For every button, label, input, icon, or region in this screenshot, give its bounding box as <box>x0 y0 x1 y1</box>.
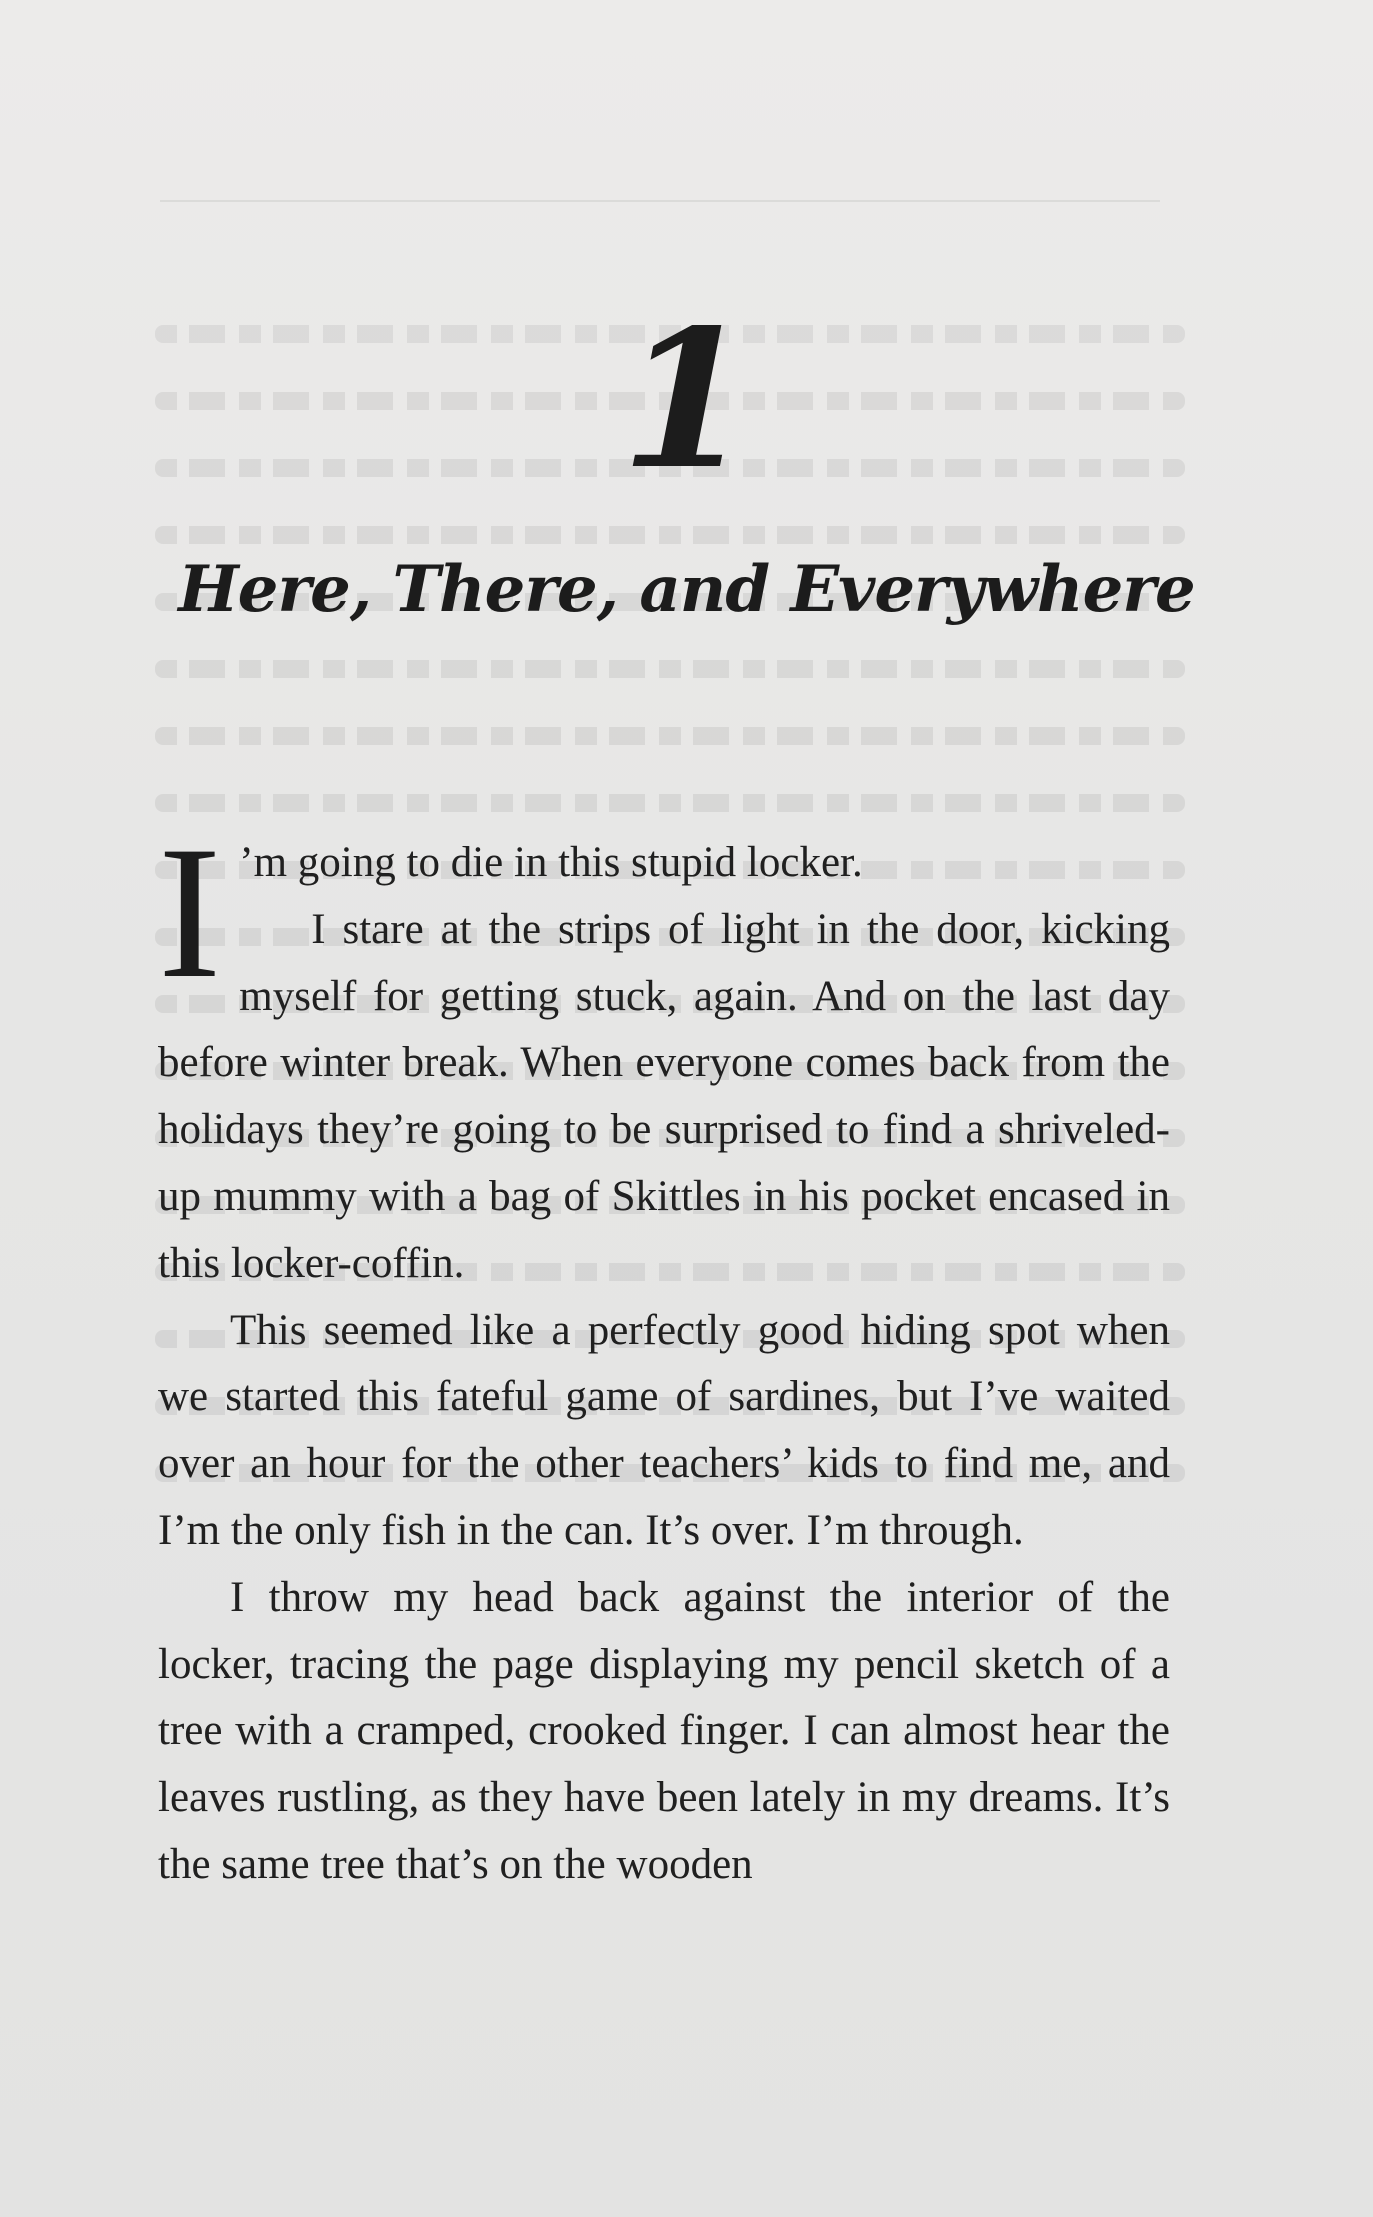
paragraph-4: I throw my head back against the interior of the locker, tracing the page displaying my pencil sketch of a tree with a cramped, crooked finger. I can almost hear the leaves rustling, as they have been lately in my dreams. It’s the same tree that’s on the wooden <box>158 1573 1170 1888</box>
paragraph-2: I stare at the strips of light in the door, kicking myself for getting stuck, again. And on the last day before winter break. When everyone comes back from the holidays they’re going to be surprised to find a shriveled-up mummy with a bag of Skittles in his pocket encased in this locker-coffin. <box>158 905 1170 1287</box>
paragraph-1 <box>158 808 1170 1018</box>
chapter-title: Here, There, and Everywhere <box>178 552 1195 627</box>
paragraph-3: This seemed like a perfectly good hiding spot when we started this fateful game of sardines, but I’ve waited over an hour for the other teachers’ kids to find me, and I’m the only fish in the can. It’s over. I’m through. <box>158 1306 1170 1554</box>
drop-cap: I <box>158 808 222 1018</box>
faint-header-rule <box>160 200 1160 202</box>
chapter-number: 1 <box>620 288 753 511</box>
chapter-body <box>158 808 1170 1899</box>
paragraph-1-text: ’m going to die in this stupid locker. <box>239 839 863 886</box>
